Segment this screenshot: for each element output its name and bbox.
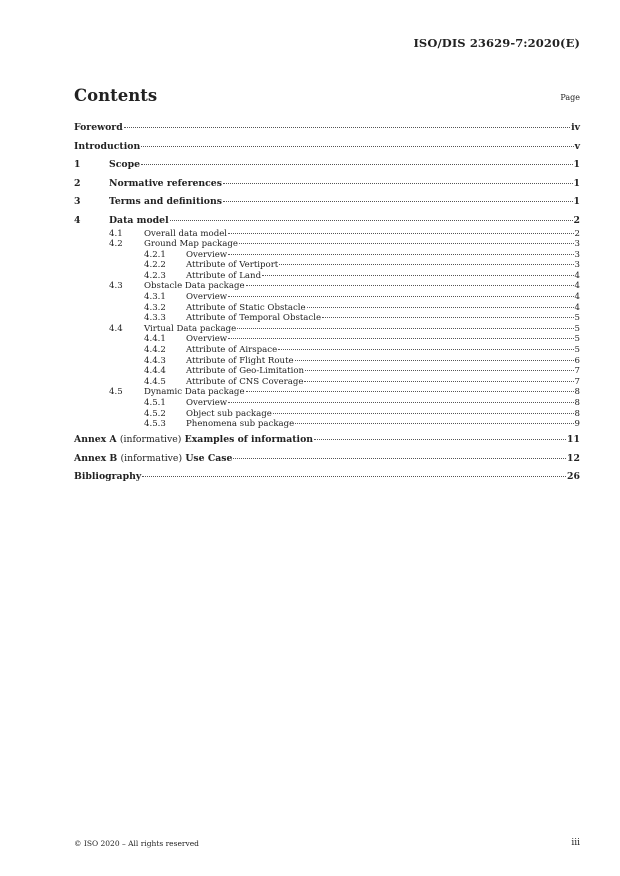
toc-entry-title: Overview [186,398,228,408]
toc-entry-4-2-1[interactable] [74,250,580,261]
toc-entry-page: 1 [573,159,580,170]
toc-entry-number: 4.2.3 [144,270,166,281]
toc-leader-dots [237,328,573,329]
toc-entry-introduction[interactable] [74,141,580,160]
toc-leader-dots [295,423,573,424]
toc-entry-title: Ground Map package [144,239,238,250]
toc-entry-title: Attribute of Vertiport [186,260,279,271]
toc-entry-title [74,453,232,464]
toc-entry-annex-b[interactable] [74,453,580,472]
toc-entry-4-3-1[interactable] [74,292,580,303]
toc-entry-4-4-2[interactable] [74,345,580,356]
toc-leader-dots [141,146,573,147]
toc-entry-4-5-3[interactable] [74,419,580,434]
annex-title: Use Case [185,452,233,464]
toc-entry-title: Object sub package [186,408,272,419]
toc-entry-number: 4.3.2 [144,302,166,313]
toc-leader-dots [228,254,573,255]
toc-entry-title: Attribute of Airspace [186,345,278,356]
toc-leader-dots [314,439,566,440]
toc-leader-dots [305,370,573,371]
toc-entry-page: 5 [574,334,580,345]
toc-entry-foreword[interactable] [74,122,580,141]
toc-entry-title: Terms and definitions [109,196,222,207]
toc-entry-title: Overview [186,334,228,345]
toc-entry-number: 3 [74,196,81,207]
toc-entry-4-5-1[interactable] [74,398,580,409]
toc-entry-title: Phenomena sub package [186,419,295,430]
toc-leader-dots [223,201,573,202]
toc-entry-title: Scope [109,159,140,170]
toc-entry-4-5-2[interactable] [74,409,580,420]
toc-leader-dots [262,275,573,276]
toc-leader-dots [233,458,566,459]
toc-entry-title: Overview [186,292,228,303]
toc-entry-page: v [574,140,580,152]
toc-leader-dots [279,264,573,265]
toc-entry-page: 5 [574,345,580,356]
toc-entry-number: 4.4 [109,323,123,334]
toc-entry-4-4-1[interactable] [74,334,580,345]
toc-entry-number: 4.5.2 [144,408,166,419]
toc-leader-dots [246,285,574,286]
toc-entry-page: 6 [574,355,580,366]
toc-entry-4-3-3[interactable] [74,313,580,324]
table-of-contents [74,122,580,490]
toc-leader-dots [228,338,573,339]
toc-leader-dots [246,391,574,392]
annex-label: Annex A [74,434,117,446]
contents-heading: Contents [74,86,158,105]
toc-entry-page: 4 [574,270,580,281]
toc-entry-number: 4.1 [109,228,123,239]
toc-entry-page: 7 [574,376,580,387]
toc-entry-number: 4.4.3 [144,355,166,366]
toc-entry-number: 4.4.5 [144,376,166,387]
toc-entry-number: 4.3.3 [144,313,166,324]
toc-entry-title: Bibliography [74,471,142,483]
toc-entry-page: 4 [574,281,580,292]
toc-entry-normative-references[interactable] [74,178,580,197]
toc-leader-dots [223,183,573,184]
toc-entry-title [74,434,313,445]
toc-entry-page: 1 [573,177,580,189]
toc-entry-page: 3 [574,260,580,271]
toc-entry-title: Virtual Data package [144,323,237,334]
toc-entry-4-4-4[interactable] [74,366,580,377]
toc-entry-terms-and-definitions[interactable] [74,196,580,215]
toc-leader-dots [142,476,566,477]
toc-leader-dots [170,220,573,221]
toc-entry-number: 4.4.4 [144,366,166,377]
annex-label: Annex B [74,452,118,464]
copyright-notice: © ISO 2020 – All rights reserved [74,839,199,848]
toc-entry-title: Data model [109,214,169,226]
toc-entry-4-2-3[interactable] [74,271,580,282]
toc-entry-4-1[interactable] [74,229,580,240]
toc-leader-dots [295,360,574,361]
toc-entry-number: 4.3.1 [144,292,166,303]
page-column-label: Page [560,93,580,102]
toc-entry-title: Obstacle Data package [144,281,245,292]
toc-entry-number: 4.4.1 [144,334,166,345]
toc-entry-page: 7 [574,366,580,377]
toc-entry-page: 8 [574,387,580,398]
toc-entry-number: 4.2.1 [144,249,166,260]
toc-entry-page: 3 [574,239,580,250]
toc-entry-4-2-2[interactable] [74,260,580,271]
toc-entry-4-4-3[interactable] [74,356,580,367]
toc-entry-title: Dynamic Data package [144,387,245,398]
toc-entry-title: Attribute of Geo-Limitation [186,366,305,377]
toc-entry-annex-a[interactable] [74,434,580,453]
toc-leader-dots [228,402,573,403]
toc-entry-4-4-5[interactable] [74,377,580,388]
page-number: iii [571,838,580,848]
toc-entry-page: 5 [574,323,580,334]
toc-entry-page: iv [571,122,580,133]
toc-entry-number: 2 [74,177,81,189]
toc-entry-number: 4.5.3 [144,419,166,430]
annex-title: Examples of information [184,434,314,446]
toc-entry-page: 4 [574,292,580,303]
toc-entry-title: Attribute of Flight Route [186,355,294,366]
toc-entry-number: 4.5 [109,387,123,398]
toc-entry-page: 12 [567,452,580,464]
toc-entry-page: 1 [573,196,580,207]
toc-leader-dots [228,233,573,234]
annex-kind: (informative) [119,434,182,446]
toc-entry-page: 2 [573,214,580,226]
toc-leader-dots [278,349,573,350]
toc-leader-dots [322,317,573,318]
toc-entry-4-5[interactable] [74,387,580,398]
toc-entry-4-3[interactable] [74,281,580,292]
toc-entry-page: 8 [574,398,580,408]
toc-entry-title: Attribute of CNS Coverage [186,376,304,387]
toc-entry-number: 1 [74,159,81,170]
toc-leader-dots [307,307,574,308]
annex-kind: (informative) [120,452,183,464]
toc-leader-dots [273,413,574,414]
toc-leader-dots [141,164,573,165]
toc-entry-4-4[interactable] [74,324,580,335]
toc-entry-page: 5 [574,313,580,324]
toc-entry-number: 4.4.2 [144,345,166,356]
toc-entry-number: 4.3 [109,281,123,292]
toc-entry-page: 8 [574,408,580,419]
toc-entry-title: Normative references [109,177,222,189]
toc-leader-dots [304,381,573,382]
toc-leader-dots [239,243,574,244]
toc-entry-page: 4 [574,302,580,313]
toc-leader-dots [228,296,573,297]
toc-entry-title: Overview [186,249,228,260]
toc-entry-data-model[interactable] [74,215,580,229]
toc-entry-title: Attribute of Static Obstacle [186,302,306,313]
toc-entry-title: Attribute of Temporal Obstacle [186,313,322,324]
toc-entry-page: 9 [574,419,580,430]
toc-entry-page: 11 [567,434,580,446]
toc-entry-title: Foreword [74,122,123,133]
toc-entry-page: 2 [574,228,580,239]
toc-entry-4-2[interactable] [74,239,580,250]
toc-entry-title: Introduction [74,140,141,152]
toc-entry-title: Attribute of Land [186,270,262,281]
toc-entry-4-3-2[interactable] [74,303,580,314]
toc-leader-dots [124,127,570,128]
toc-entry-bibliography[interactable] [74,471,580,490]
toc-entry-number: 4 [74,214,81,226]
toc-entry-title: Overall data model [144,228,228,239]
toc-entry-number: 4.2.2 [144,260,166,271]
toc-entry-number: 4.5.1 [144,398,166,408]
toc-entry-number: 4.2 [109,239,123,250]
toc-entry-page: 26 [567,471,580,483]
document-identifier: ISO/DIS 23629-7:2020(E) [413,36,580,50]
toc-entry-page: 3 [574,249,580,260]
toc-entry-scope[interactable] [74,159,580,178]
